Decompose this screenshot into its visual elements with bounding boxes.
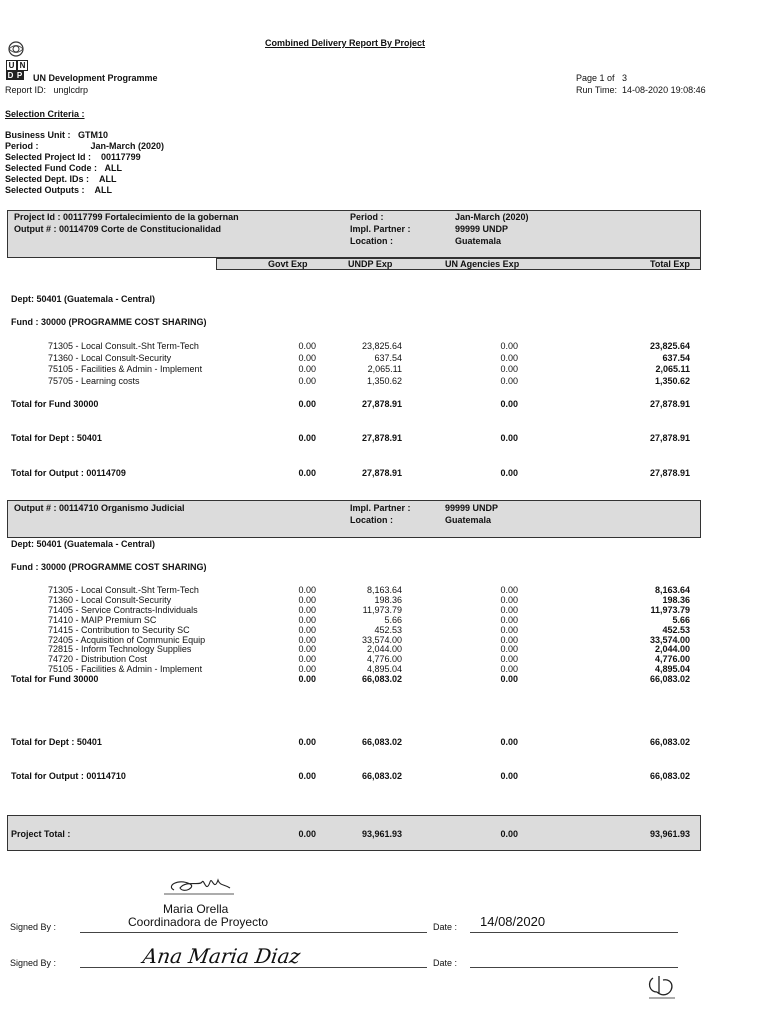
total-undp-exp: 66,083.02: [361, 737, 402, 747]
row-govt-exp: 0.00: [298, 585, 316, 595]
signer1-name: Maria Orella: [163, 902, 229, 916]
report-title: Combined Delivery Report By Project: [265, 38, 426, 48]
signer1-title: Coordinadora de Proyecto: [128, 915, 269, 929]
row-total-exp: 4,895.04: [654, 664, 690, 675]
row-agency-exp: 0.00: [500, 644, 518, 655]
criteria-title: Selection Criteria :: [5, 109, 85, 119]
row-undp-exp: 198.36: [374, 594, 402, 605]
row-total-exp: 8,163.64: [654, 585, 690, 595]
row-total-exp: 452.53: [662, 624, 690, 635]
row-undp-exp: 1,350.62: [366, 375, 402, 386]
signed-by-label-1: Signed By :: [10, 922, 57, 932]
row-undp-exp: 5.66: [384, 614, 402, 625]
report-id-label: Report ID:: [5, 85, 47, 95]
run-time: [576, 85, 706, 95]
report-id-value: unglcdrp: [53, 85, 89, 95]
run-time-label: Run Time:: [576, 85, 618, 95]
total-govt-exp: 0.00: [298, 468, 316, 478]
total-total-exp: 27,878.91: [649, 399, 690, 409]
project-total-total: 93,961.93: [649, 829, 690, 839]
initials-mark-icon: [645, 972, 679, 1002]
col-agencies-exp: UN Agencies Exp: [445, 259, 520, 269]
signature-line-2: [80, 967, 427, 968]
signature-line-1: [80, 932, 427, 933]
total-undp-exp: 27,878.91: [361, 399, 402, 409]
project-total-agency: 0.00: [500, 829, 518, 839]
page-label: Page 1 of: [576, 73, 615, 83]
partner-label-1: Impl. Partner :: [350, 224, 411, 234]
run-time-value: 14-08-2020 19:08:46: [622, 85, 706, 95]
project-total-govt: 0.00: [298, 829, 316, 839]
row-undp-exp: 2,065.11: [367, 364, 402, 375]
row-description: 74720 - Distribution Cost: [48, 654, 148, 665]
row-undp-exp: 4,776.00: [366, 654, 402, 665]
date-label-1: Date :: [433, 922, 458, 932]
output-label-2: Output # : 00114710 Organismo Judicial: [14, 503, 185, 513]
row-total-exp: 637.54: [662, 352, 690, 363]
row-description: 75705 - Learning costs: [48, 375, 140, 386]
total-agency-exp: 0.00: [500, 674, 518, 684]
row-agency-exp: 0.00: [500, 375, 518, 386]
total-total-exp: 66,083.02: [649, 771, 690, 781]
row-total-exp: 2,044.00: [654, 644, 690, 655]
row-description: 71410 - MAIP Premium SC: [48, 614, 157, 625]
row-description: 75105 - Facilities & Admin - Implement: [48, 364, 203, 375]
row-agency-exp: 0.00: [500, 654, 518, 665]
project-id-label: Project Id : 00117799 Fortalecimiento de la gobernan: [14, 212, 239, 222]
row-undp-exp: 23,825.64: [361, 341, 402, 351]
row-total-exp: 1,350.62: [654, 375, 690, 386]
total-agency-exp: 0.00: [500, 433, 518, 443]
signer2-signature: Ana Maria Diaz: [141, 944, 302, 968]
row-govt-exp: 0.00: [298, 604, 316, 615]
page-number: [576, 73, 627, 83]
row-agency-exp: 0.00: [500, 614, 518, 625]
criteria-outputs: Selected Outputs : ALL: [5, 185, 113, 195]
row-govt-exp: 0.00: [298, 364, 316, 375]
logo-letter: D: [7, 71, 14, 80]
row-total-exp: 33,574.00: [649, 634, 690, 645]
partner-value-2: 99999 UNDP: [445, 503, 499, 513]
total-undp-exp: 27,878.91: [361, 433, 402, 443]
partner-label-2: Impl. Partner :: [350, 503, 411, 513]
section1-fund: Fund : 30000 (PROGRAMME COST SHARING): [11, 317, 207, 327]
undp-logo: [5, 40, 27, 82]
output-label-1: Output # : 00114709 Corte de Constitucionalidad: [14, 224, 222, 234]
period-value: Jan-March (2020): [455, 212, 529, 222]
signed-by-label-2: Signed By :: [10, 958, 57, 968]
total-govt-exp: 0.00: [298, 399, 316, 409]
row-govt-exp: 0.00: [298, 341, 316, 351]
location-value-2: Guatemala: [445, 515, 492, 525]
row-undp-exp: 637.54: [374, 352, 402, 363]
col-undp-exp: UNDP Exp: [348, 259, 393, 269]
period-label: Period :: [350, 212, 384, 222]
row-description: 71360 - Local Consult-Security: [48, 594, 172, 605]
row-total-exp: 4,776.00: [654, 654, 690, 665]
total-label: Total for Fund 30000: [11, 674, 99, 684]
col-total-exp: Total Exp: [650, 259, 690, 269]
logo-letter: U: [6, 60, 17, 71]
criteria-fund-code: Selected Fund Code : ALL: [5, 163, 123, 173]
row-description: 72815 - Inform Technology Supplies: [48, 644, 192, 655]
row-govt-exp: 0.00: [298, 352, 316, 363]
row-total-exp: 5.66: [672, 614, 690, 625]
total-label: Total for Dept : 50401: [11, 737, 102, 747]
date-line-1: [470, 932, 678, 933]
row-agency-exp: 0.00: [500, 364, 518, 375]
row-govt-exp: 0.00: [298, 654, 316, 665]
date-label-2: Date :: [433, 958, 458, 968]
signature-scribble-1-icon: [160, 872, 240, 900]
row-govt-exp: 0.00: [298, 375, 316, 386]
row-agency-exp: 0.00: [500, 585, 518, 595]
location-label-1: Location :: [350, 236, 393, 246]
row-total-exp: 198.36: [662, 594, 690, 605]
date-line-2: [470, 967, 678, 968]
row-agency-exp: 0.00: [500, 352, 518, 363]
row-description: 72405 - Acquisition of Communic Equip: [48, 634, 206, 645]
project-total-undp: 93,961.93: [361, 829, 402, 839]
total-govt-exp: 0.00: [298, 433, 316, 443]
row-undp-exp: 4,895.04: [366, 664, 402, 675]
row-agency-exp: 0.00: [500, 341, 518, 351]
row-total-exp: 23,825.64: [649, 341, 690, 351]
row-description: 71305 - Local Consult.-Sht Term-Tech: [48, 585, 199, 595]
criteria-dept-ids: Selected Dept. IDs : ALL: [5, 174, 117, 184]
location-value-1: Guatemala: [455, 236, 502, 246]
criteria-period: Period : Jan-March (2020): [5, 141, 165, 151]
row-description: 71305 - Local Consult.-Sht Term-Tech: [48, 341, 199, 351]
logo-letter: P: [16, 71, 23, 80]
row-govt-exp: 0.00: [298, 634, 316, 645]
row-description: 71415 - Contribution to Security SC: [48, 624, 190, 635]
org-name: UN Development Programme: [33, 73, 158, 83]
row-undp-exp: 2,044.00: [366, 644, 402, 655]
total-label: Total for Output : 00114709: [11, 468, 126, 478]
row-undp-exp: 33,574.00: [361, 634, 402, 645]
section2-fund: Fund : 30000 (PROGRAMME COST SHARING): [11, 562, 207, 572]
row-agency-exp: 0.00: [500, 624, 518, 635]
row-total-exp: 2,065.11: [655, 364, 690, 375]
total-total-exp: 66,083.02: [649, 674, 690, 684]
total-total-exp: 27,878.91: [649, 433, 690, 443]
total-total-exp: 27,878.91: [649, 468, 690, 478]
row-description: 71405 - Service Contracts-Individuals: [48, 604, 198, 615]
total-agency-exp: 0.00: [500, 399, 518, 409]
row-description: 75105 - Facilities & Admin - Implement: [48, 664, 203, 675]
page-total: 3: [622, 73, 628, 83]
total-undp-exp: 66,083.02: [361, 674, 402, 684]
row-total-exp: 11,973.79: [650, 604, 690, 615]
logo-letter: N: [17, 60, 28, 71]
total-agency-exp: 0.00: [500, 737, 518, 747]
signer1-date: 14/08/2020: [480, 914, 546, 929]
total-govt-exp: 0.00: [298, 674, 316, 684]
col-govt-exp: Govt Exp: [268, 259, 308, 269]
un-emblem-icon: [5, 40, 27, 58]
row-govt-exp: 0.00: [298, 614, 316, 625]
row-govt-exp: 0.00: [298, 624, 316, 635]
total-label: Total for Dept : 50401: [11, 433, 102, 443]
project-total-label: Project Total :: [11, 829, 71, 839]
section2-dept: Dept: 50401 (Guatemala - Central): [11, 539, 156, 549]
section1-dept: Dept: 50401 (Guatemala - Central): [11, 294, 156, 304]
row-govt-exp: 0.00: [298, 664, 316, 675]
row-govt-exp: 0.00: [298, 644, 316, 655]
criteria-list: [5, 130, 164, 196]
row-govt-exp: 0.00: [298, 594, 316, 605]
total-govt-exp: 0.00: [298, 771, 316, 781]
total-undp-exp: 66,083.02: [361, 771, 402, 781]
criteria-project-id: Selected Project Id : 00117799: [5, 152, 141, 162]
row-undp-exp: 11,973.79: [362, 604, 402, 615]
total-total-exp: 66,083.02: [649, 737, 690, 747]
criteria-business-unit: Business Unit : GTM10: [5, 130, 109, 140]
location-label-2: Location :: [350, 515, 393, 525]
row-description: 71360 - Local Consult-Security: [48, 352, 172, 363]
report-id: [5, 85, 88, 95]
total-label: Total for Output : 00114710: [11, 771, 126, 781]
row-undp-exp: 8,163.64: [366, 585, 402, 595]
total-govt-exp: 0.00: [298, 737, 316, 747]
row-agency-exp: 0.00: [500, 664, 518, 675]
total-agency-exp: 0.00: [500, 468, 518, 478]
partner-value-1: 99999 UNDP: [455, 224, 509, 234]
row-agency-exp: 0.00: [500, 634, 518, 645]
total-undp-exp: 27,878.91: [361, 468, 402, 478]
row-agency-exp: 0.00: [500, 594, 518, 605]
total-agency-exp: 0.00: [500, 771, 518, 781]
row-undp-exp: 452.53: [374, 624, 402, 635]
row-agency-exp: 0.00: [500, 604, 518, 615]
total-label: Total for Fund 30000: [11, 399, 99, 409]
